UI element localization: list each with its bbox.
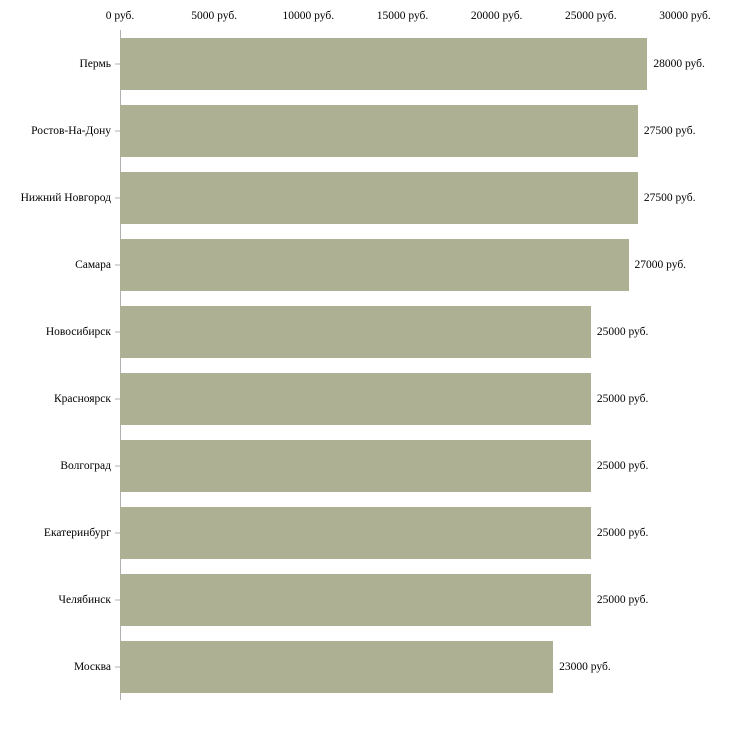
bar-row (60, 432, 685, 499)
bar[interactable] (120, 172, 638, 224)
category-label: Москва (73, 660, 111, 673)
bar-value-label: 23000 руб. (559, 660, 611, 673)
bar-row (31, 97, 696, 164)
bar-value-label: 25000 руб. (596, 392, 649, 405)
x-axis (105, 0, 711, 30)
x-axis-tick-label: 5000 руб. (191, 10, 238, 22)
bar-row (79, 30, 705, 97)
category-label: Екатеринбург (43, 526, 111, 539)
category-label: Красноярск (53, 392, 111, 405)
category-label: Самара (75, 258, 111, 271)
bar-row (53, 365, 685, 432)
bar-track (120, 641, 685, 693)
bar-row (45, 298, 685, 365)
bar-track (120, 239, 685, 291)
bar-value-label: 27500 руб. (643, 191, 696, 204)
category-label: Новосибирск (45, 325, 111, 338)
x-axis-tick-label: 25000 руб. (565, 10, 617, 22)
bar-row (75, 231, 687, 298)
bar[interactable] (120, 105, 638, 157)
bar[interactable] (120, 306, 591, 358)
x-axis-tick-label: 10000 руб. (282, 10, 335, 22)
category-label: Челябинск (58, 593, 111, 606)
category-label: Пермь (79, 57, 111, 70)
x-axis-tick-label: 0 руб. (105, 10, 135, 22)
bar[interactable] (120, 507, 591, 559)
bar-track (120, 105, 696, 157)
category-label: Волгоград (60, 459, 111, 472)
category-label: Ростов-На-Дону (31, 124, 111, 137)
bar-value-label: 27000 руб. (634, 258, 687, 271)
bar-track (120, 38, 705, 90)
bar-row (20, 164, 696, 231)
bar-row (58, 566, 685, 633)
bar[interactable] (120, 574, 591, 626)
bar[interactable] (120, 38, 647, 90)
x-axis-tick-label: 20000 руб. (470, 10, 523, 22)
bar-value-label: 25000 руб. (596, 526, 649, 539)
category-label: Нижний Новгород (20, 191, 111, 204)
bar-value-label: 28000 руб. (653, 57, 705, 70)
bar-row (73, 633, 685, 700)
bar-track (120, 306, 685, 358)
bar[interactable] (120, 239, 629, 291)
bar-track (120, 172, 696, 224)
bar-value-label: 25000 руб. (596, 593, 649, 606)
bar-track (120, 373, 685, 425)
bar-value-label: 27500 руб. (643, 124, 696, 137)
bar-track (120, 574, 685, 626)
plot-area (20, 30, 705, 700)
bar[interactable] (120, 373, 591, 425)
bar-row (43, 499, 685, 566)
bar-value-label: 25000 руб. (596, 325, 649, 338)
x-axis-tick-label: 30000 руб. (659, 10, 711, 22)
bar-track (120, 440, 685, 492)
x-axis-tick-label: 15000 руб. (376, 10, 429, 22)
bar-value-label: 25000 руб. (596, 459, 649, 472)
bar[interactable] (120, 440, 591, 492)
bar-track (120, 507, 685, 559)
bar[interactable] (120, 641, 553, 693)
